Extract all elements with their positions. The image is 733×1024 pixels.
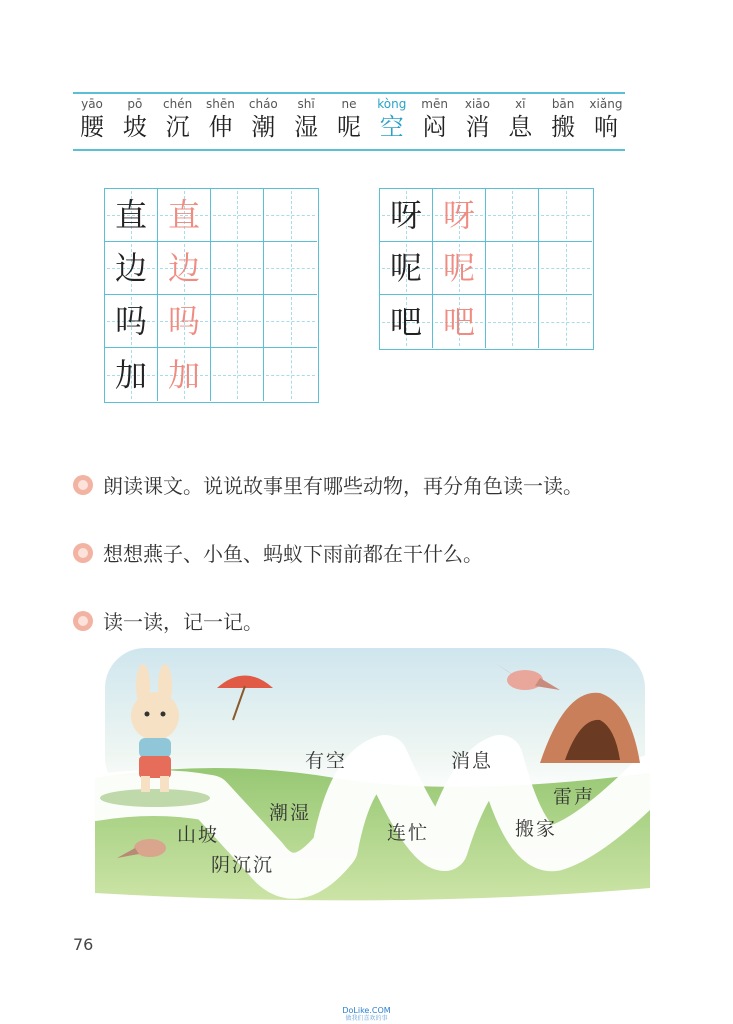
blank-practice-cell: [486, 189, 539, 242]
blank-practice-cell: [486, 242, 539, 295]
word-label: 潮湿: [269, 802, 312, 824]
model-char: 呢: [389, 249, 422, 287]
trace-char: 边: [167, 249, 200, 287]
vocab-pinyin: cháo: [248, 97, 278, 111]
vocab-char: 潮: [251, 113, 276, 141]
vocab-item: [330, 96, 368, 146]
word-label: 消息: [451, 750, 494, 772]
vocab-item: [201, 96, 239, 146]
vocab-char: 坡: [122, 113, 147, 141]
blank-practice-cell: [539, 242, 592, 295]
grid-row: [105, 242, 318, 295]
blank-practice-cell: [539, 189, 592, 242]
vocab-char: 腰: [80, 113, 104, 141]
blank-practice-cell: [486, 295, 539, 348]
vocab-char: 伸: [208, 113, 233, 141]
writing-grid-left: [104, 188, 319, 403]
grid-row: [380, 189, 593, 242]
vocab-char: 闷: [422, 113, 447, 141]
word-label: 山坡: [177, 824, 220, 846]
vocab-item: [116, 96, 154, 146]
grid-row: [105, 189, 318, 242]
model-char: 吧: [389, 302, 422, 341]
blank-practice-cell: [264, 348, 317, 401]
model-char: 边: [114, 249, 147, 287]
model-char-cell: [105, 295, 158, 348]
grid-row: [380, 295, 593, 348]
vocab-char: 湿: [294, 113, 319, 141]
vocab-pinyin: shēn: [206, 97, 235, 111]
vocab-item: [501, 96, 539, 146]
blank-practice-cell: [211, 242, 264, 295]
trace-char: 呢: [442, 249, 475, 287]
trace-char-cell: [158, 189, 211, 242]
trace-char-cell: [433, 295, 486, 348]
vocab-pinyin: mēn: [421, 97, 448, 111]
blank-practice-cell: [539, 295, 592, 348]
vocab-item: [73, 96, 111, 146]
vocab-bottom-rule: [73, 149, 625, 151]
blank-practice-cell: [211, 348, 264, 401]
circle-bullet-icon: [73, 611, 93, 631]
word-label: 雷声: [553, 786, 596, 808]
model-char-cell: [380, 189, 433, 242]
vocab-item: [587, 96, 625, 146]
model-char: 直: [114, 196, 147, 234]
blank-practice-cell: [264, 189, 317, 242]
word-label: 阴沉沉: [211, 854, 275, 876]
vocab-char: 沉: [165, 113, 190, 141]
model-char-cell: [380, 295, 433, 348]
blank-practice-cell: [211, 295, 264, 348]
vocab-item: [287, 96, 325, 146]
watermark: [0, 1006, 733, 1023]
model-char-cell: [105, 348, 158, 401]
trace-char: 吗: [167, 302, 200, 340]
vocab-char: 息: [508, 113, 533, 141]
trace-char: 呀: [442, 196, 475, 234]
vocab-pinyin: kòng: [377, 97, 407, 111]
word-path-illustration: [95, 648, 650, 910]
word-label: 有空: [305, 750, 348, 772]
vocab-pinyin: pō: [127, 97, 143, 111]
vocab-item: [416, 96, 454, 146]
exercise-1: [73, 470, 583, 499]
writing-grid-right: [379, 188, 594, 350]
vocab-char: 呢: [336, 113, 361, 141]
blank-practice-cell: [264, 295, 317, 348]
page-number: 76: [73, 935, 94, 954]
vocab-pinyin: bān: [551, 97, 575, 111]
exercise-2-text: 想想燕子、小鱼、蚂蚁下雨前都在干什么。: [103, 542, 483, 566]
trace-char-cell: [433, 189, 486, 242]
trace-char-cell: [158, 348, 211, 401]
vocab-char: 响: [593, 113, 618, 141]
word-label: 搬家: [515, 818, 558, 840]
grid-row: [105, 295, 318, 348]
exercise-3-text: 读一读，记一记。: [103, 610, 263, 634]
model-char: 吗: [114, 302, 147, 340]
grid-row: [105, 348, 318, 401]
vocab-pinyin: ne: [341, 97, 357, 111]
vocab-pinyin: yāo: [81, 97, 103, 111]
blank-practice-cell: [211, 189, 264, 242]
trace-char-cell: [158, 295, 211, 348]
vocab-pinyin: xī: [515, 97, 526, 111]
grid-row: [380, 242, 593, 295]
watermark-line2: 做我们喜欢的事: [345, 1015, 388, 1022]
illustration-scene: [95, 648, 650, 910]
vocab-char: 空: [379, 113, 404, 141]
vocab-item: [159, 96, 197, 146]
vocab-char: 搬: [551, 113, 576, 141]
vocab-item: [244, 96, 282, 146]
circle-bullet-icon: [73, 475, 93, 495]
model-char-cell: [105, 242, 158, 295]
trace-char-cell: [158, 242, 211, 295]
model-char-cell: [380, 242, 433, 295]
vocab-top-rule: [73, 92, 625, 94]
vocab-pinyin: chén: [163, 97, 193, 111]
exercise-3: [73, 606, 263, 635]
vocab-pinyin: shī: [297, 97, 315, 111]
trace-char: 加: [167, 355, 200, 394]
exercise-2: [73, 538, 483, 567]
watermark-line1: DoLike.COM: [342, 1006, 391, 1015]
exercise-1-text: 朗读课文。说说故事里有哪些动物，再分角色读一读。: [103, 474, 583, 498]
trace-char: 直: [167, 196, 200, 234]
vocab-row: [73, 96, 625, 146]
vocab-pinyin: xiǎng: [589, 97, 623, 111]
circle-bullet-icon: [73, 543, 93, 563]
blank-practice-cell: [264, 242, 317, 295]
model-char: 加: [114, 355, 147, 394]
vocab-pinyin: xiāo: [464, 97, 491, 111]
word-label: 连忙: [387, 822, 430, 844]
vocab-item: [458, 96, 496, 146]
trace-char: 吧: [442, 302, 475, 341]
vocab-item: [544, 96, 582, 146]
trace-char-cell: [433, 242, 486, 295]
model-char: 呀: [389, 196, 422, 234]
vocab-item: [373, 96, 411, 146]
model-char-cell: [105, 189, 158, 242]
vocab-char: 消: [465, 113, 490, 141]
